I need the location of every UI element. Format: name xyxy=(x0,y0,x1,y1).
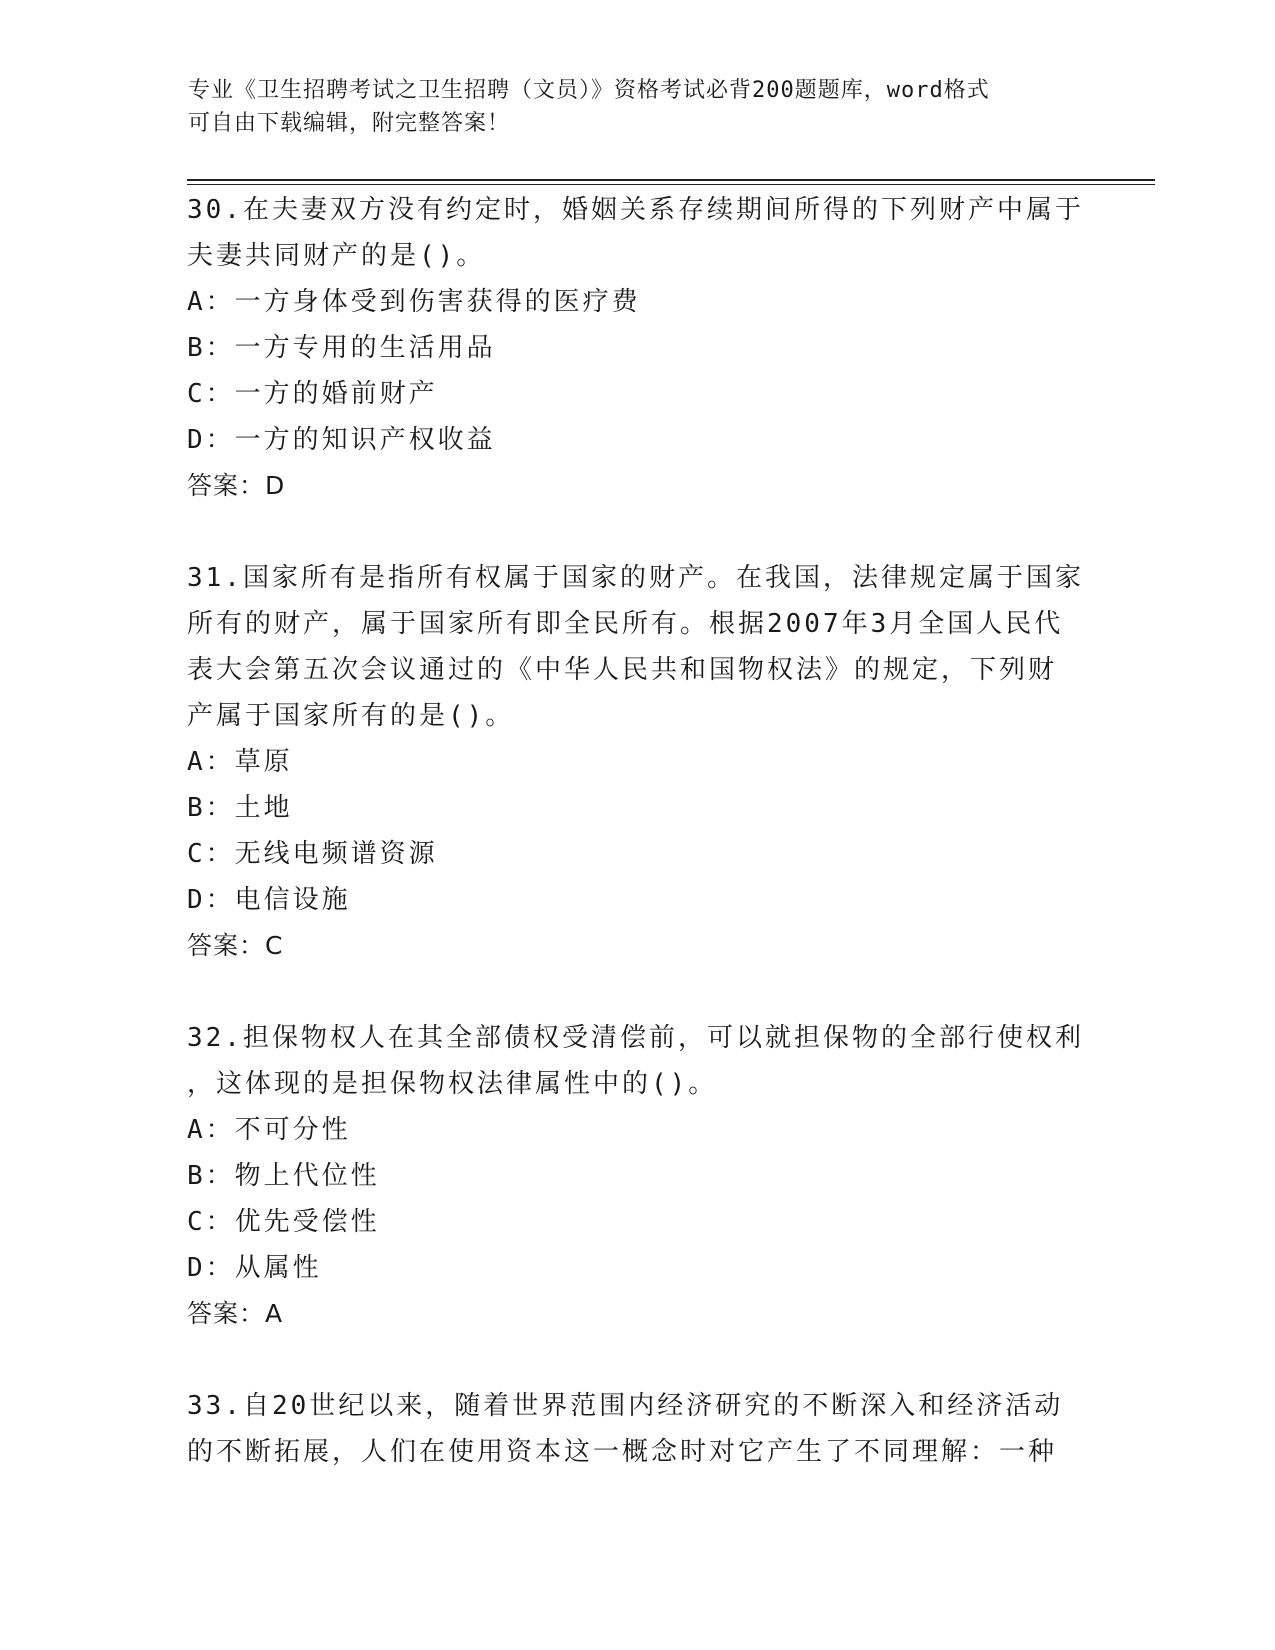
header-line-2: 可自由下载编辑，附完整答案！ xyxy=(188,111,511,136)
option-d: D：从属性 xyxy=(187,1253,322,1283)
question-33 xyxy=(187,1383,1087,1475)
answer-line: 答案：D xyxy=(187,471,286,500)
question-spacer xyxy=(187,509,1087,555)
question-stem-line: 所有的财产，属于国家所有即全民所有。根据2007年3月全国人民代 xyxy=(187,609,1064,639)
question-31 xyxy=(187,555,1087,969)
header-line-1: 专业《卫生招聘考试之卫生招聘（文员）》资格考试必背200题题库，word格式 xyxy=(188,78,990,103)
option-d: D：电信设施 xyxy=(187,885,351,915)
option-d: D：一方的知识产权收益 xyxy=(187,425,496,455)
option-a: A：草原 xyxy=(187,747,293,777)
question-spacer xyxy=(187,969,1087,1015)
question-list xyxy=(187,187,1087,1475)
question-stem-line: 32.担保物权人在其全部债权受清偿前，可以就担保物的全部行使权利 xyxy=(187,1023,1084,1053)
question-stem-line: 表大会第五次会议通过的《中华人民共和国物权法》的规定，下列财 xyxy=(187,655,1058,685)
question-stem-line: ，这体现的是担保物权法律属性中的()。 xyxy=(187,1069,718,1099)
header-divider-thick xyxy=(187,179,1155,181)
answer-line: 答案：C xyxy=(187,931,284,960)
question-stem-line: 30.在夫妻双方没有约定时，婚姻关系存续期间所得的下列财产中属于 xyxy=(187,195,1084,225)
question-spacer xyxy=(187,1337,1087,1383)
answer-line: 答案：A xyxy=(187,1299,284,1328)
question-30 xyxy=(187,187,1087,509)
option-b: B：物上代位性 xyxy=(187,1161,380,1191)
question-stem-line: 31.国家所有是指所有权属于国家的财产。在我国，法律规定属于国家 xyxy=(187,563,1084,593)
question-stem-line: 夫妻共同财产的是()。 xyxy=(187,241,486,271)
option-a: A：一方身体受到伤害获得的医疗费 xyxy=(187,287,641,317)
option-b: B：一方专用的生活用品 xyxy=(187,333,496,363)
question-32 xyxy=(187,1015,1087,1337)
header-divider-thin xyxy=(187,184,1155,185)
option-c: C：一方的婚前财产 xyxy=(187,379,438,409)
option-a: A：不可分性 xyxy=(187,1115,351,1145)
document-header xyxy=(188,74,1088,140)
option-c: C：优先受偿性 xyxy=(187,1207,380,1237)
question-stem-line: 产属于国家所有的是()。 xyxy=(187,701,515,731)
option-c: C：无线电频谱资源 xyxy=(187,839,438,869)
question-stem-line: 的不断拓展，人们在使用资本这一概念时对它产生了不同理解：一种 xyxy=(187,1437,1058,1467)
option-b: B：土地 xyxy=(187,793,293,823)
question-stem-line: 33.自20世纪以来，随着世界范围内经济研究的不断深入和经济活动 xyxy=(187,1391,1064,1421)
